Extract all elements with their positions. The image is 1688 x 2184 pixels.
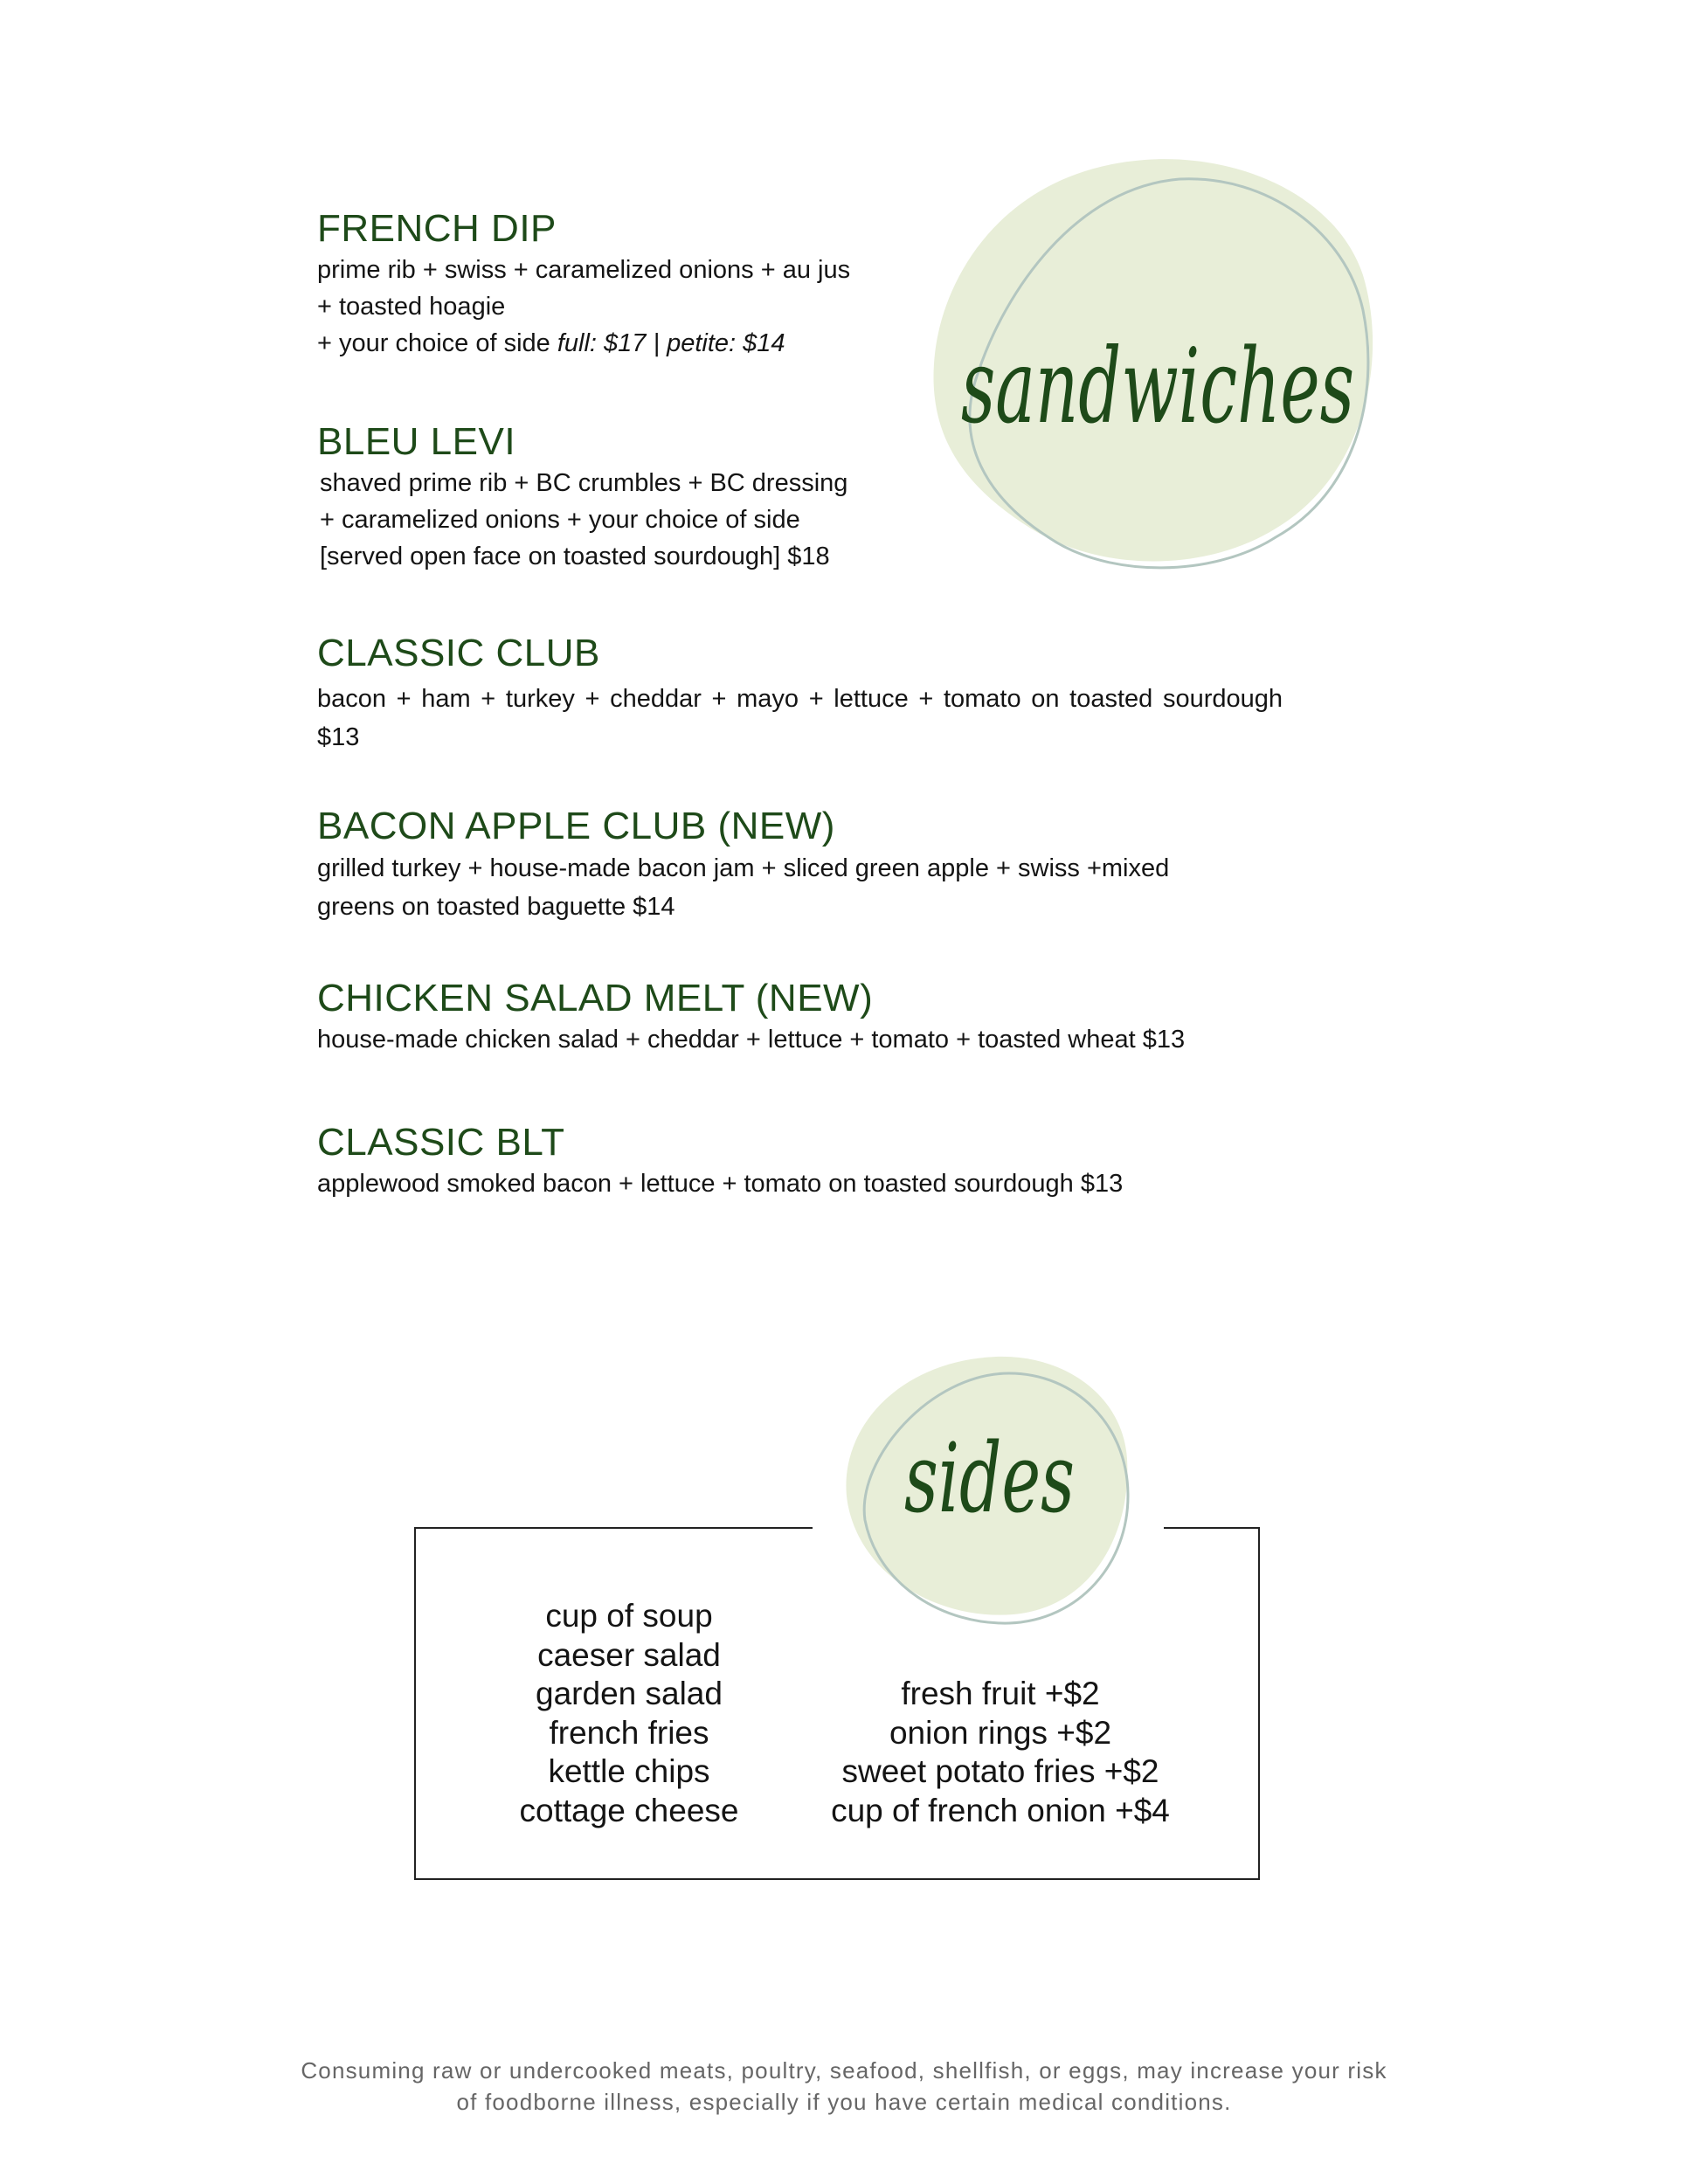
- sandwich-french-dip: [317, 206, 850, 362]
- side-item: cottage cheese: [519, 1792, 739, 1828]
- sandwiches-script-title: sandwiches: [961, 326, 1354, 446]
- side-item: kettle chips: [548, 1753, 710, 1790]
- description-line: + caramelized onions + your choice of side: [320, 506, 800, 534]
- sandwich-classic-blt: [317, 1120, 1123, 1202]
- item-name: CLASSIC BLT: [317, 1121, 565, 1164]
- description-line: house-made chicken salad + cheddar + lettuce + tomato + toasted wheat $13: [317, 1026, 1186, 1054]
- side-item: onion rings +$2: [889, 1714, 1112, 1751]
- sandwich-classic-club: [317, 631, 1283, 757]
- price-note: full: $17 | petite: $14: [557, 329, 785, 357]
- description-line: shaved prime rib + BC crumbles + BC dressing: [320, 469, 848, 497]
- disclaimer-line: of foodborne illness, especially if you have certain medical conditions.: [456, 2089, 1232, 2115]
- sandwich-bleu-levi: [317, 419, 847, 575]
- disclaimer-line: Consuming raw or undercooked meats, poultry, seafood, shellfish, or eggs, may increase your risk: [301, 2057, 1387, 2084]
- side-item: garden salad: [536, 1676, 723, 1712]
- item-name: BACON APPLE CLUB (NEW): [317, 805, 835, 847]
- side-item: fresh fruit +$2: [901, 1676, 1100, 1711]
- description-line: + toasted hoagie: [317, 293, 506, 321]
- sandwich-bacon-apple-club: [317, 804, 1169, 926]
- item-description: [320, 465, 847, 575]
- item-description: [317, 849, 1169, 926]
- sides-badge: [843, 1354, 1140, 1634]
- side-item: caeser salad: [537, 1636, 721, 1673]
- side-item: cup of soup: [545, 1598, 713, 1634]
- item-name: CLASSIC CLUB: [317, 632, 600, 674]
- side-item: cup of french onion +$4: [831, 1792, 1170, 1828]
- description-line: [317, 325, 850, 362]
- item-name: BLEU LEVI: [317, 420, 516, 463]
- description-line: greens on toasted baguette $14: [317, 893, 675, 921]
- description-line: prime rib + swiss + caramelized onions + au jus: [317, 256, 851, 284]
- sandwich-chicken-salad-melt: [317, 976, 1185, 1058]
- item-name: FRENCH DIP: [317, 207, 557, 250]
- item-description: [317, 1021, 1185, 1058]
- side-item: sweet potato fries +$2: [841, 1753, 1159, 1790]
- sandwiches-badge: [926, 153, 1380, 590]
- item-name: CHICKEN SALAD MELT (NEW): [317, 977, 874, 1019]
- sides-upcharge-list: [821, 1675, 1180, 1830]
- description-text: + your choice of side: [317, 329, 557, 357]
- description-line: grilled turkey + house-made bacon jam + sliced green apple + swiss +mixed: [317, 854, 1170, 882]
- side-item: french fries: [549, 1714, 709, 1751]
- sides-script-title: sides: [904, 1422, 1075, 1534]
- description-line: applewood smoked bacon + lettuce + tomato on toasted sourdough $13: [317, 1170, 1124, 1198]
- item-description: [317, 1165, 1123, 1202]
- item-description: [317, 252, 850, 362]
- sides-included-list: [489, 1597, 769, 1831]
- food-safety-disclaimer: [232, 2055, 1456, 2118]
- item-description: bacon + ham + turkey + cheddar + mayo + lettuce + tomato on toasted sourdough $13: [317, 685, 1283, 751]
- description-line: [served open face on toasted sourdough] $18: [320, 543, 830, 570]
